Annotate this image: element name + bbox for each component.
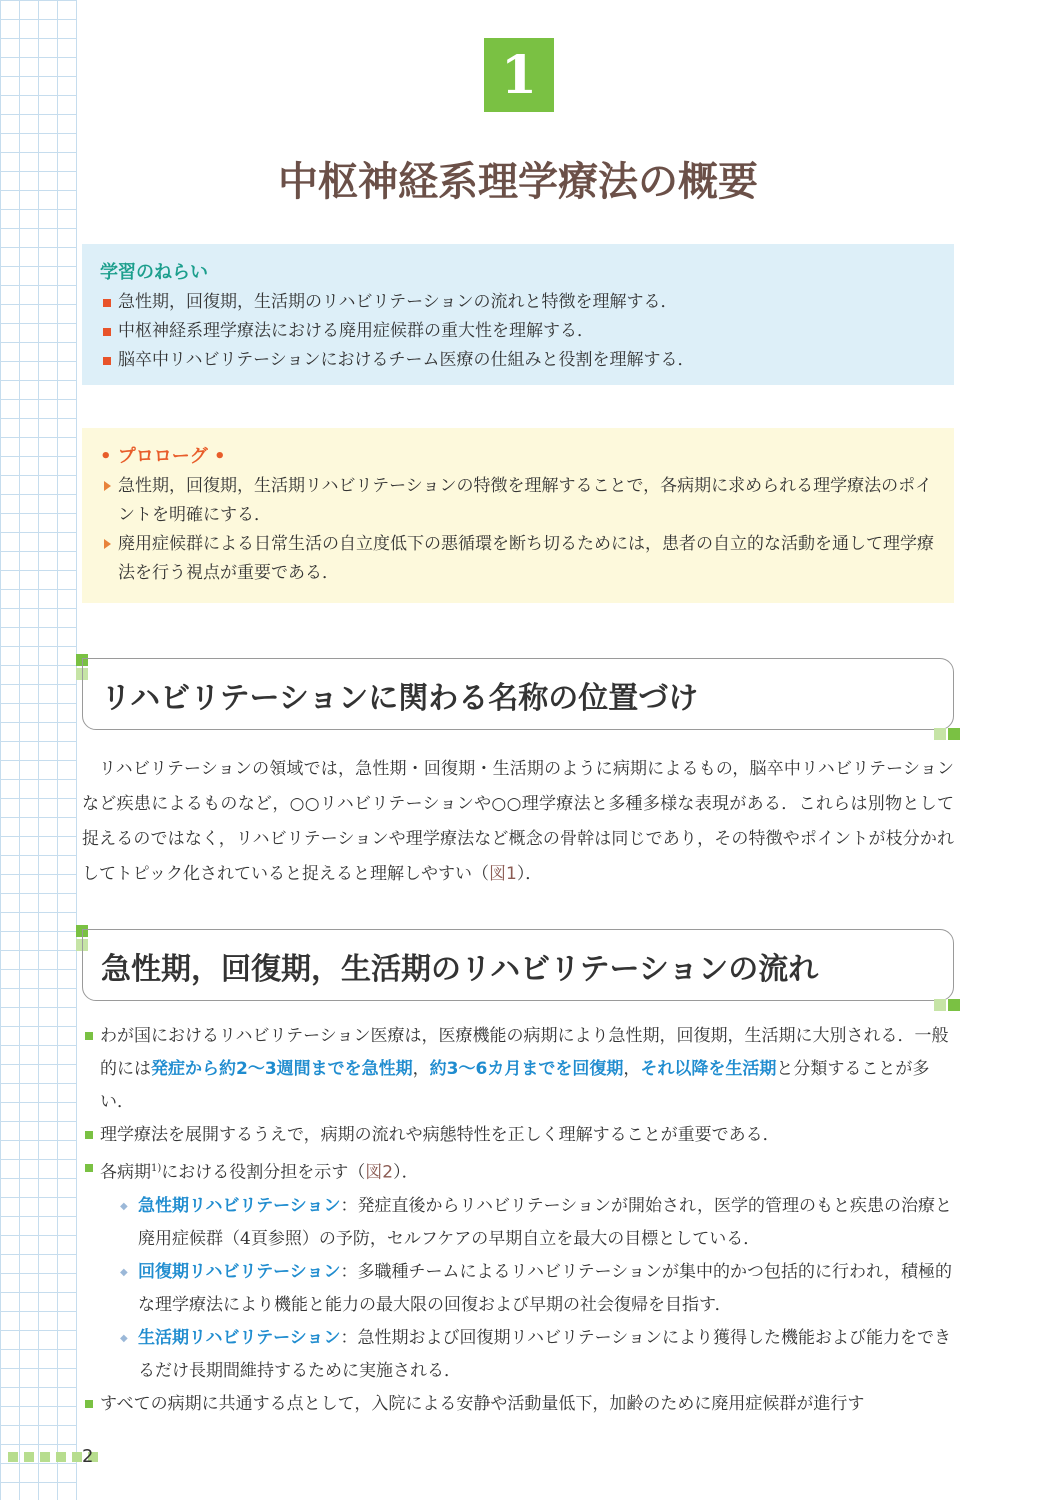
section1-title: リハビリテーションに関わる名称の位置づけ — [101, 681, 699, 716]
grid-margin — [0, 0, 77, 1500]
prologue-heading: • プロローグ • — [100, 446, 226, 467]
section2-heading-box — [82, 929, 954, 1001]
section2-title: 急性期，回復期，生活期のリハビリテーションの流れ — [101, 952, 819, 987]
list-item: わが国におけるリハビリテーション医療は，医療機能の病期により急性期，回復期，生活期に大別される．一般的には発症から約2〜3週間までを急性期，約3〜6カ月までを回復期，それ以降を生活期と分類することが多い． — [82, 1020, 954, 1119]
list-item: 各病期$^{1)}$における役割分担を示す（図2）． ◆ 急性期リハビリテーション：発症直後からリハビリテーションが開始され，医学的管理のもと疾患の治療と廃用症候群（4頁参照）の予防，セルフケアの早期自立を最大の目標としている． ◆ 回復期リハビリテーション：多職種チームによるリハビリテーションが集中的かつ包括的に行われ，積極的な理学療法により機能と能力の最大限の回復および早期の社会復帰を目指す． ◆ 生活期リハビリテーション：急性期および回復期リハビリテーションにより獲得した機能および能力をできるだけ長期間維持するために実施される． — [82, 1152, 954, 1388]
learning-aims-box — [82, 244, 954, 385]
heading-deco-square — [934, 999, 946, 1011]
heading-deco-square — [948, 999, 960, 1011]
chapter-number-badge: 1 — [484, 38, 554, 112]
sub-list-item: ◆ 生活期リハビリテーション：急性期および回復期リハビリテーションにより獲得した機能および能力をできるだけ長期間維持するために実施される． — [118, 1322, 954, 1388]
figure-2-reference[interactable]: 図2 — [365, 1162, 394, 1183]
aims-item: 急性期，回復期，生活期のリハビリテーションの流れと特徴を理解する． — [100, 288, 936, 317]
section1-paragraph: リハビリテーションの領域では，急性期・回復期・生活期のように病期によるもの，脳卒中リハビリテーションなど疾患によるものなど，○○リハビリテーションや○○理学療法と多種多様な表現がある．これらは別物として捉えるのではなく，リハビリテーションや理学療法など概念の骨幹は同じであり，その特徴やポイントが枝分かれしてトピック化されていると捉えると理解しやすい（図1）． — [82, 759, 954, 884]
heading-deco-square — [948, 728, 960, 740]
prologue-item: 廃用症候群による日常生活の自立度低下の悪循環を断ち切るためには，患者の自立的な活動を通して理学療法を行う視点が重要である． — [100, 530, 936, 588]
chapter-title: 中枢神経系理学療法の概要 — [278, 159, 758, 205]
page-number: 2 — [82, 1446, 94, 1467]
list-item: 理学療法を展開するうえで，病期の流れや病態特性を正しく理解することが重要である． — [82, 1119, 954, 1152]
section1-heading-box — [82, 658, 954, 730]
figure-1-reference[interactable]: 図1 — [488, 864, 517, 884]
prologue-box — [82, 428, 954, 603]
aims-item: 脳卒中リハビリテーションにおけるチーム医療の仕組みと役割を理解する． — [100, 346, 936, 375]
list-item: すべての病期に共通する点として，入院による安静や活動量低下，加齢のために廃用症候群が進行す — [82, 1388, 954, 1421]
learning-aims-heading: 学習のねらい — [100, 262, 208, 283]
heading-deco-square — [934, 728, 946, 740]
sub-list-item: ◆ 回復期リハビリテーション：多職種チームによるリハビリテーションが集中的かつ包括的に行われ，積極的な理学療法により機能と能力の最大限の回復および早期の社会復帰を目指す． — [118, 1256, 954, 1322]
sub-list-item: ◆ 急性期リハビリテーション：発症直後からリハビリテーションが開始され，医学的管理のもと疾患の治療と廃用症候群（4頁参照）の予防，セルフケアの早期自立を最大の目標としている． — [118, 1190, 954, 1256]
prologue-item: 急性期，回復期，生活期リハビリテーションの特徴を理解することで，各病期に求められる理学療法のポイントを明確にする． — [100, 472, 936, 530]
aims-item: 中枢神経系理学療法における廃用症候群の重大性を理解する． — [100, 317, 936, 346]
section2-list — [82, 1020, 954, 1421]
